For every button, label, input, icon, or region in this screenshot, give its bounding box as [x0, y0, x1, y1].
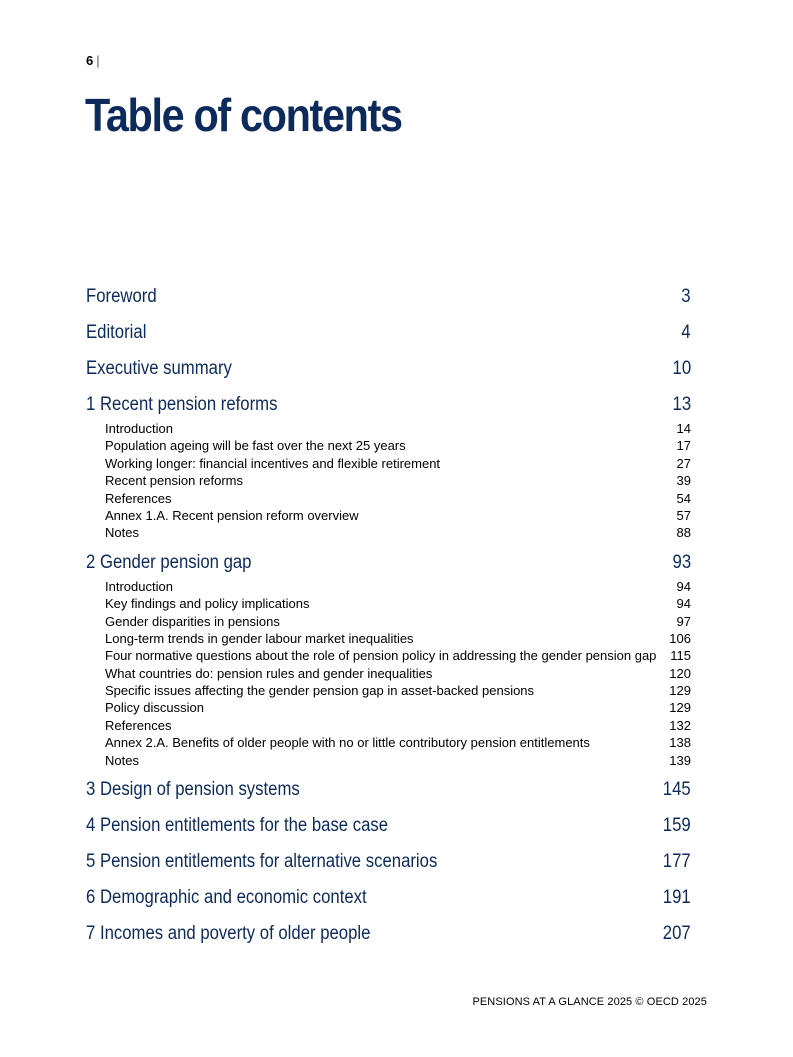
toc-section-page: 97 [676, 613, 691, 629]
toc-section-link[interactable] [105, 490, 691, 507]
toc-section-link[interactable] [105, 613, 691, 630]
toc-section-title: What countries do: pension rules and gender inequalities [105, 665, 433, 681]
toc-chapter-page: 177 [663, 851, 691, 873]
toc-section-title: Annex 2.A. Benefits of older people with no or little contributory pension entitlements [105, 735, 590, 751]
page-number-value: 6 [86, 53, 94, 68]
toc-chapter [86, 883, 691, 913]
toc-chapter-page: 191 [663, 887, 691, 909]
toc-section-page: 54 [676, 490, 691, 506]
toc-chapter-title: 1 Recent pension reforms [86, 394, 278, 415]
toc-section-link[interactable] [105, 734, 691, 751]
toc-chapter-title: 7 Incomes and poverty of older people [86, 923, 371, 945]
toc-section-link[interactable] [105, 699, 691, 716]
toc-chapter [86, 548, 691, 769]
toc-section-title: Notes [105, 752, 139, 768]
toc-chapter [86, 919, 691, 949]
toc-chapter-page: 93 [672, 551, 691, 573]
toc-section-page: 139 [669, 752, 691, 768]
toc-section-page: 120 [669, 665, 691, 681]
toc-chapter-page: 10 [672, 358, 691, 379]
toc-section-title: Specific issues affecting the gender pension gap in asset-backed pensions [105, 683, 535, 699]
toc-section-link[interactable] [105, 455, 691, 472]
toc-chapter-title: 4 Pension entitlements for the base case [86, 815, 389, 837]
toc-chapter-page: 159 [663, 815, 691, 837]
toc-section-page: 138 [669, 735, 691, 751]
toc-section-page: 129 [669, 683, 691, 699]
toc-section-page: 94 [676, 596, 691, 612]
toc-section-title: Introduction [105, 421, 173, 436]
toc-section-title: Recent pension reforms [105, 473, 244, 489]
toc-chapter-title: Editorial [86, 322, 147, 343]
toc-section-title: Gender disparities in pensions [105, 613, 280, 629]
toc-chapter-title: 2 Gender pension gap [86, 551, 252, 573]
toc-section-title: Policy discussion [105, 700, 204, 716]
toc-section-page: 27 [676, 455, 691, 471]
toc-section-page: 88 [676, 525, 691, 541]
toc-section-title: Notes [105, 525, 139, 541]
toc-section-title: Introduction [105, 578, 173, 594]
toc-section-title: References [105, 490, 172, 506]
toc-section-link[interactable] [105, 420, 691, 437]
toc-chapter-link[interactable] [86, 811, 691, 841]
toc-chapter-link[interactable] [86, 775, 691, 805]
toc-chapter [86, 775, 691, 805]
toc-section-title: References [105, 717, 172, 733]
toc-section-list [105, 420, 691, 542]
toc-section-link[interactable] [105, 665, 691, 682]
toc-chapter-page: 4 [681, 322, 691, 343]
toc-chapter-link[interactable] [86, 354, 691, 384]
table-of-contents [86, 282, 691, 955]
toc-section-link[interactable] [105, 524, 691, 541]
toc-chapter-link[interactable] [86, 548, 691, 578]
toc-chapter-title: 3 Design of pension systems [86, 779, 300, 801]
toc-section-link[interactable] [105, 472, 691, 489]
toc-section-link[interactable] [105, 578, 691, 595]
toc-section-page: 14 [676, 421, 691, 436]
toc-chapter-link[interactable] [86, 282, 691, 312]
toc-section-link[interactable] [105, 752, 691, 769]
toc-chapter-link[interactable] [86, 919, 691, 949]
toc-chapter [86, 354, 691, 384]
toc-chapter-title: Executive summary [86, 358, 232, 379]
toc-section-link[interactable] [105, 717, 691, 734]
toc-chapter-page: 13 [672, 394, 691, 415]
toc-section-title: Long-term trends in gender labour market inequalities [105, 630, 414, 646]
toc-section-list [105, 578, 691, 769]
toc-section-link[interactable] [105, 630, 691, 647]
toc-section-link[interactable] [105, 507, 691, 524]
toc-chapter-title: Foreword [86, 286, 157, 307]
toc-chapter-link[interactable] [86, 318, 691, 348]
toc-chapter [86, 282, 691, 312]
toc-chapter [86, 318, 691, 348]
toc-section-page: 94 [676, 578, 691, 594]
toc-section-title: Population ageing will be fast over the next 25 years [105, 438, 406, 454]
toc-chapter-page: 207 [663, 923, 691, 945]
toc-section-link[interactable] [105, 595, 691, 612]
toc-chapter-page: 145 [663, 779, 691, 801]
page-number-separator: | [96, 53, 100, 68]
toc-chapter-link[interactable] [86, 883, 691, 913]
toc-section-title: Annex 1.A. Recent pension reform overview [105, 507, 359, 523]
toc-section-link[interactable] [105, 682, 691, 699]
page-number [86, 53, 100, 68]
toc-section-page: 106 [669, 630, 691, 646]
toc-chapter-page: 3 [681, 286, 691, 307]
toc-chapter [86, 390, 691, 542]
toc-chapter [86, 811, 691, 841]
toc-section-page: 39 [676, 473, 691, 489]
toc-chapter-title: 6 Demographic and economic context [86, 887, 367, 909]
toc-section-page: 115 [670, 648, 691, 664]
page-footer: PENSIONS AT A GLANCE 2025 © OECD 2025 [472, 996, 707, 1008]
toc-section-link[interactable] [105, 437, 691, 454]
toc-section-title: Working longer: financial incentives and flexible retirement [105, 455, 441, 471]
toc-section-link[interactable] [105, 647, 691, 664]
toc-section-title: Four normative questions about the role of pension policy in addressing the gender pension gap [105, 648, 657, 664]
toc-section-page: 57 [676, 507, 691, 523]
page-title: Table of contents [85, 89, 402, 141]
toc-section-page: 129 [669, 700, 691, 716]
toc-section-page: 17 [676, 438, 691, 454]
toc-chapter-link[interactable] [86, 847, 691, 877]
toc-section-page: 132 [669, 717, 691, 733]
toc-chapter-link[interactable] [86, 390, 691, 420]
toc-chapter [86, 847, 691, 877]
toc-chapter-title: 5 Pension entitlements for alternative scenarios [86, 851, 438, 873]
toc-section-title: Key findings and policy implications [105, 596, 310, 612]
